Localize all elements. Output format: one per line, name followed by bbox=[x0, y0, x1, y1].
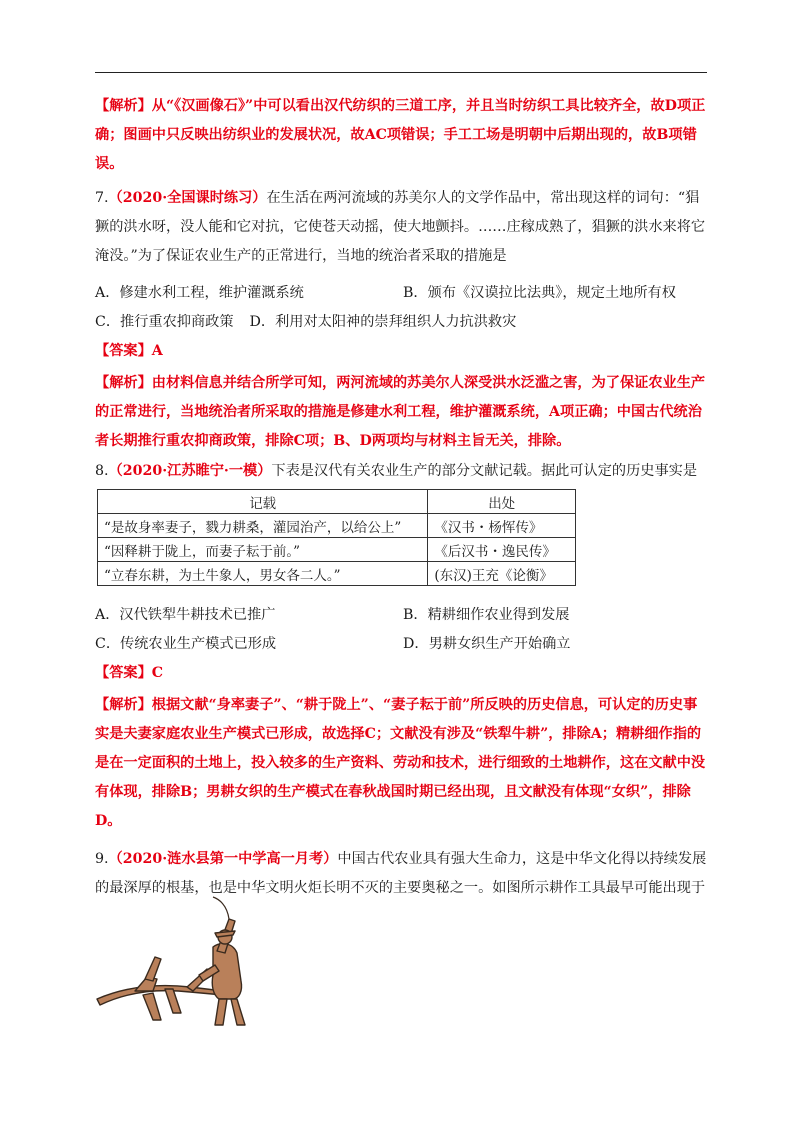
question-source: （2020·全国课时练习） bbox=[108, 190, 267, 206]
q8-options-row1 bbox=[95, 601, 707, 630]
q7-answer bbox=[95, 337, 707, 366]
question-source: （2020·江苏睢宁·一模） bbox=[108, 463, 272, 479]
option-c: C．传统农业生产模式已形成 bbox=[95, 636, 277, 652]
question-number: 7. bbox=[95, 190, 109, 206]
q8-analysis bbox=[95, 691, 707, 836]
question-number: 8. bbox=[95, 463, 109, 479]
table-row bbox=[98, 562, 576, 586]
analysis-tag: 【解析】 bbox=[95, 697, 152, 713]
question-stem: 下表是汉代有关农业生产的部分文献记载。据此可认定的历史事实是 bbox=[271, 463, 698, 479]
analysis-tag: 【解析】 bbox=[95, 98, 152, 114]
option-d: D．男耕女织生产开始确立 bbox=[403, 636, 571, 652]
question-8 bbox=[95, 457, 707, 486]
option-c: C．推行重农抑商政策 bbox=[95, 314, 234, 330]
analysis-text: 由材料信息并结合所学可知，两河流域的苏美尔人深受洪水泛滥之害，为了保证农业生产的正常进行，当地统治者所采取的措施是修建水利工程，维护灌溉系统，A项正确；中国古代统治者长期推行重农抑商政策，排除C项；B、D两项均与材料主旨无关，排除。 bbox=[95, 375, 706, 449]
table-row bbox=[98, 538, 576, 562]
q8-options-row2 bbox=[95, 630, 707, 659]
table-header-row bbox=[98, 490, 576, 514]
records-table bbox=[97, 489, 576, 586]
analysis-text: 从“《汉画像石》”中可以看出汉代纺织的三道工序，并且当时纺织工具比较齐全，故D项正确；图画中只反映出纺织业的发展状况，故AC项错误；手工工场是明朝中后期出现的，故B项错误。 bbox=[95, 98, 706, 172]
question-stem: 在生活在两河流域的苏美尔人的文学作品中，常出现这样的词句：“猖獗的洪水呀，没人能和它对抗，它使苍天动摇，使大地颤抖。……庄稼成熟了，猖獗的洪水来将它淹没。”为了保证农业生产的正常进行，当地的统治者采取的措施是 bbox=[95, 190, 706, 264]
table-cell: “因释耕于陇上，而妻子耘于前。” bbox=[98, 538, 428, 562]
answer-value: A bbox=[151, 343, 163, 359]
option-a: A．修建水利工程，维护灌溉系统 bbox=[95, 285, 304, 301]
q7-options-row1 bbox=[95, 279, 707, 308]
answer-tag: 【答案】 bbox=[95, 343, 152, 359]
q7-analysis bbox=[95, 369, 707, 456]
analysis-tag: 【解析】 bbox=[95, 375, 152, 391]
header-rule bbox=[95, 72, 707, 73]
plough-farmer-illustration bbox=[95, 895, 275, 1030]
question-7 bbox=[95, 184, 707, 271]
question-stem: 中国古代农业具有强大生命力，这是中华文化得以持续发展的最深厚的根基，也是中华文明火炬长明不灭的主要奥秘之一。如图所示耕作工具最早可能出现于 bbox=[95, 851, 707, 896]
analysis-text: 根据文献“身率妻子”、“耕于陇上”、“妻子耘于前”所反映的历史信息，可认定的历史事实是夫妻家庭农业生产模式已形成，故选择C；文献没有涉及“铁犁牛耕”，排除A；精耕细作指的是在一定面积的土地上，投入较多的生产资料、劳动和技术，进行细致的土地耕作，这在文献中没有体现，排除B；男耕女织的生产模式在春秋战国时期已经出现，且文献没有体现“女织”，排除D。 bbox=[95, 697, 706, 829]
option-b: B．颁布《汉谟拉比法典》，规定土地所有权 bbox=[403, 285, 676, 301]
option-d: D．利用对太阳神的崇拜组织人力抗洪救灾 bbox=[249, 314, 517, 330]
answer-value: C bbox=[151, 665, 164, 681]
table-header: 记载 bbox=[98, 490, 428, 514]
option-b: B．精耕细作农业得到发展 bbox=[403, 607, 570, 623]
table-row bbox=[98, 514, 576, 538]
table-header: 出处 bbox=[428, 490, 576, 514]
question-number: 9. bbox=[95, 851, 109, 867]
prev-analysis bbox=[95, 92, 707, 179]
option-a: A．汉代铁犁牛耕技术已推广 bbox=[95, 607, 276, 623]
table-cell: 《后汉书・逸民传》 bbox=[428, 538, 576, 562]
table-cell: (东汉)王充《论衡》 bbox=[428, 562, 576, 586]
table-cell: “立春东耕，为土牛象人，男女各二人。” bbox=[98, 562, 428, 586]
question-source: （2020·涟水县第一中学高一月考） bbox=[108, 851, 338, 867]
answer-tag: 【答案】 bbox=[95, 665, 152, 681]
q8-answer bbox=[95, 659, 707, 688]
q7-options-row2 bbox=[95, 308, 707, 337]
table-cell: “是故身率妻子，戮力耕桑，灌园治产，以给公上” bbox=[98, 514, 428, 538]
table-cell: 《汉书・杨恽传》 bbox=[428, 514, 576, 538]
